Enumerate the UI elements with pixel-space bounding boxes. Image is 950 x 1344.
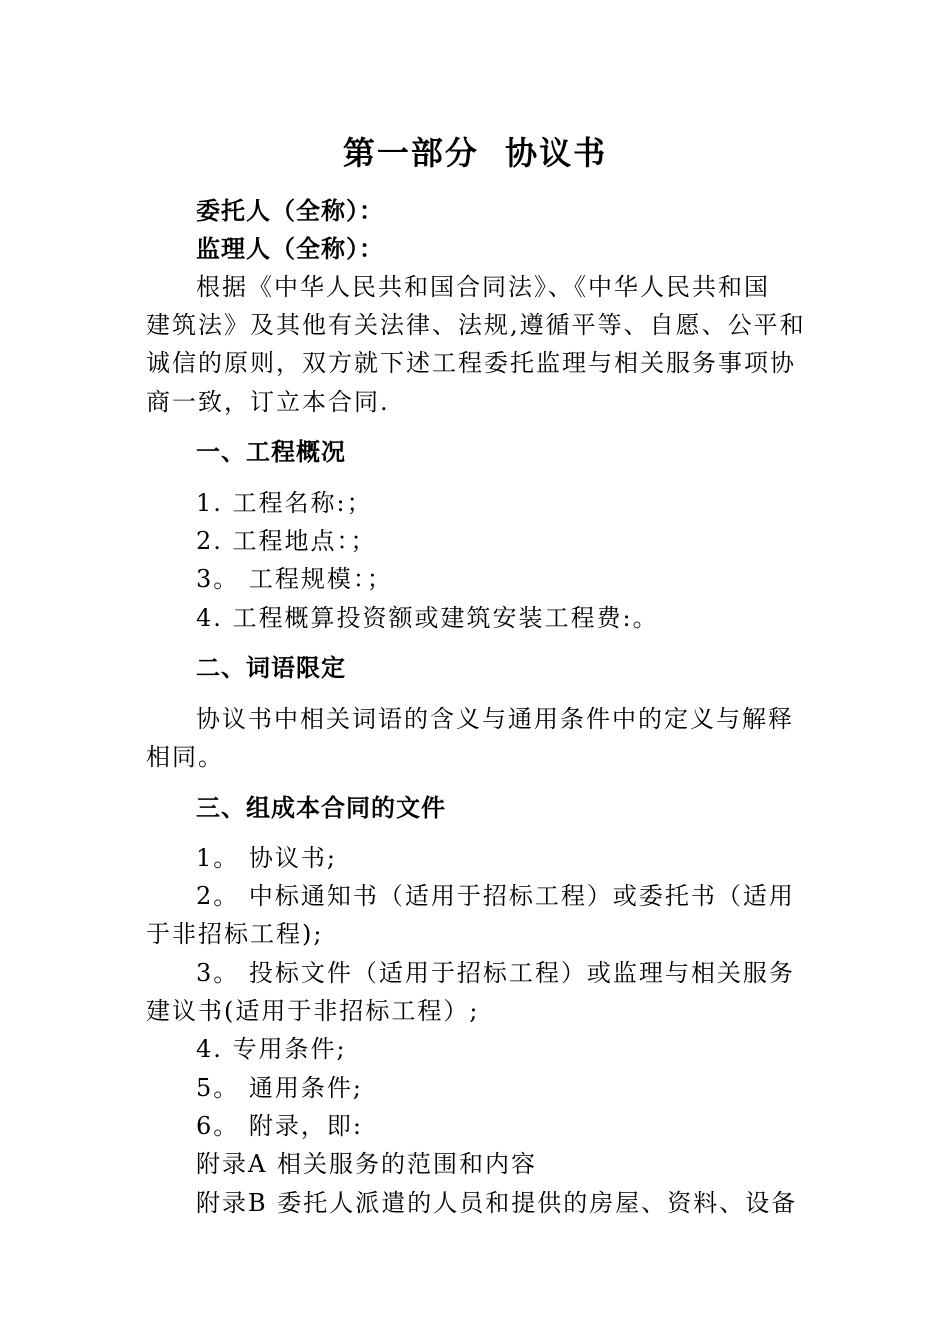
page-title: 第一部分 协议书 (342, 134, 608, 172)
intro-paragraph-line: 建筑法》及其他有关法律、法规,遵循平等、自愿、公平和 (146, 311, 806, 339)
list-item: 2。 中标通知书（适用于招标工程）或委托书（适用 (196, 882, 795, 910)
appendix-item: 附录A 相关服务的范围和内容 (196, 1150, 537, 1178)
list-item: 2. 工程地点：； (196, 527, 377, 555)
appendix-item: 附录B 委托人派遣的人员和提供的房屋、资料、设备 (196, 1189, 798, 1217)
list-item-continuation: 于非招标工程); (146, 920, 324, 948)
terms-paragraph-line: 协议书中相关词语的含义与通用条件中的定义与解释 (196, 705, 794, 733)
section-heading-terms: 二、词语限定 (196, 654, 346, 682)
list-item: 1。 协议书; (196, 844, 337, 872)
list-item: 4. 专用条件; (196, 1035, 347, 1063)
intro-paragraph-line: 诚信的原则，双方就下述工程委托监理与相关服务事项协 (146, 349, 796, 377)
list-item: 3。 工程规模：； (196, 565, 393, 593)
list-item: 5。 通用条件; (196, 1074, 363, 1102)
section-heading-project-overview: 一、工程概况 (196, 438, 346, 466)
section-heading-contract-documents: 三、组成本合同的文件 (196, 794, 446, 822)
supervisor-label: 监理人（全称）： (196, 235, 384, 263)
client-label: 委托人（全称）： (196, 197, 384, 225)
list-item: 6。 附录，即: (196, 1112, 363, 1140)
intro-paragraph-line: 商一致，订立本合同. (146, 388, 390, 416)
list-item: 3。 投标文件（适用于招标工程）或监理与相关服务 (196, 959, 795, 987)
list-item: 4. 工程概算投资额或建筑安装工程费:。 (196, 604, 659, 632)
intro-paragraph-line: 根据《中华人民共和国合同法》、《中华人民共和国 (196, 273, 770, 301)
list-item-continuation: 建议书(适用于非招标工程）; (146, 997, 480, 1025)
terms-paragraph-line: 相同。 (146, 743, 224, 771)
list-item: 1. 工程名称:； (196, 489, 373, 517)
